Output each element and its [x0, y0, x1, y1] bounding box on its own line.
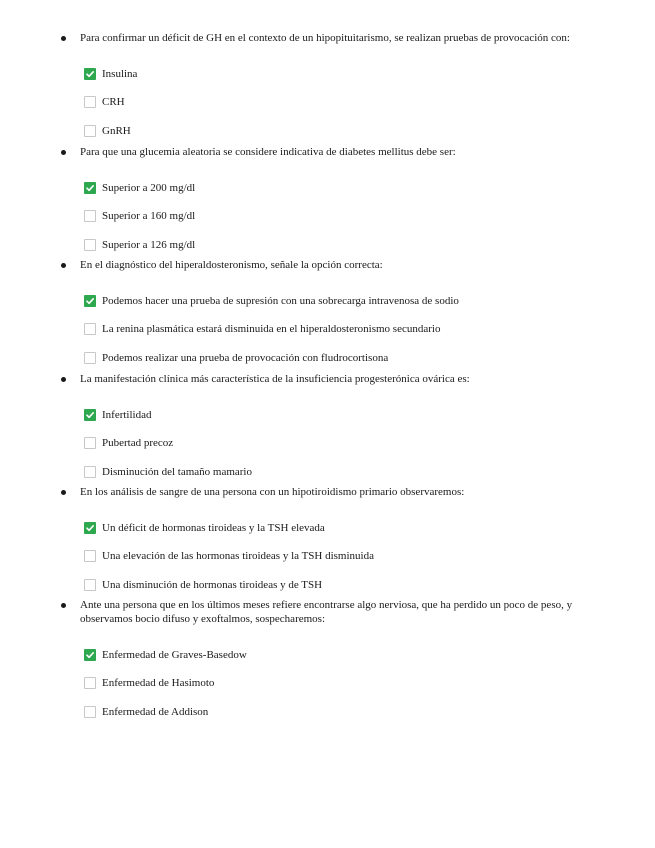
question-text: Ante una persona que en los últimos meses refiere encontrarse algo nerviosa, que ha perdido un poco de peso, y observamos bocio difuso y exoftalmos, sospecharemos:: [80, 599, 573, 625]
answer-option[interactable]: [84, 436, 173, 450]
answer-option[interactable]: [84, 294, 459, 308]
option-label: Una disminución de hormonas tiroideas y de TSH: [102, 579, 323, 591]
option-label: Enfermedad de Graves-Basedow: [102, 649, 247, 661]
checkbox-icon[interactable]: [84, 437, 96, 449]
checkbox-icon[interactable]: [84, 323, 96, 335]
checkbox-icon[interactable]: [84, 706, 96, 718]
option-label: Superior a 200 mg/dl: [102, 182, 196, 194]
question-text: Para que una glucemia aleatoria se considere indicativa de diabetes mellitus debe ser:: [80, 146, 456, 158]
answer-option[interactable]: [84, 549, 374, 563]
bullet-icon: [61, 603, 66, 608]
option-label: Enfermedad de Addison: [102, 706, 209, 718]
answer-option[interactable]: [84, 351, 388, 365]
checkbox-icon[interactable]: [84, 550, 96, 562]
answer-option[interactable]: [84, 95, 125, 109]
checked-checkbox-icon[interactable]: [84, 182, 96, 194]
checkbox-icon[interactable]: [84, 579, 96, 591]
checkbox-icon[interactable]: [84, 125, 96, 137]
option-label: Podemos hacer una prueba de supresión con una sobrecarga intravenosa de sodio: [102, 295, 459, 307]
answer-option[interactable]: [84, 408, 151, 422]
answer-option[interactable]: [84, 648, 247, 662]
option-label: Superior a 126 mg/dl: [102, 239, 196, 251]
checkbox-icon[interactable]: [84, 96, 96, 108]
checkbox-icon[interactable]: [84, 239, 96, 251]
option-label: Disminución del tamaño mamario: [102, 466, 252, 478]
answer-option[interactable]: [84, 676, 214, 690]
checked-checkbox-icon[interactable]: [84, 68, 96, 80]
option-label: Superior a 160 mg/dl: [102, 210, 196, 222]
bullet-icon: [61, 377, 66, 382]
checkbox-icon[interactable]: [84, 677, 96, 689]
answer-option[interactable]: [84, 209, 195, 223]
answer-option[interactable]: [84, 465, 252, 479]
option-label: Pubertad precoz: [102, 437, 174, 449]
checked-checkbox-icon[interactable]: [84, 649, 96, 661]
option-label: Infertilidad: [102, 409, 152, 421]
option-label: GnRH: [102, 125, 131, 137]
checkbox-icon[interactable]: [84, 210, 96, 222]
question-text: Para confirmar un déficit de GH en el contexto de un hipopituitarismo, se realizan pruebas de provocación con:: [80, 32, 570, 44]
bullet-icon: [61, 490, 66, 495]
option-label: La renina plasmática estará disminuida en el hiperaldosteronismo secundario: [102, 323, 441, 335]
answer-option[interactable]: [84, 238, 195, 252]
option-label: Una elevación de las hormonas tiroideas y la TSH disminuida: [102, 550, 374, 562]
answer-option[interactable]: [84, 578, 322, 592]
checked-checkbox-icon[interactable]: [84, 522, 96, 534]
answer-option[interactable]: [84, 322, 440, 336]
bullet-icon: [61, 150, 66, 155]
option-label: Insulina: [102, 68, 138, 80]
question-text: En el diagnóstico del hiperaldosteronismo, señale la opción correcta:: [80, 259, 383, 271]
answer-option[interactable]: [84, 705, 208, 719]
option-label: Enfermedad de Hasimoto: [102, 677, 215, 689]
checkbox-icon[interactable]: [84, 466, 96, 478]
answer-option[interactable]: [84, 181, 195, 195]
answer-option[interactable]: [84, 67, 137, 81]
option-label: Un déficit de hormonas tiroideas y la TSH elevada: [102, 522, 325, 534]
checked-checkbox-icon[interactable]: [84, 295, 96, 307]
question-text: En los análisis de sangre de una persona con un hipotiroidismo primario observaremos:: [80, 486, 465, 498]
question-text: La manifestación clínica más característica de la insuficiencia progesterónica ovárica es:: [80, 373, 470, 385]
checkbox-icon[interactable]: [84, 352, 96, 364]
checked-checkbox-icon[interactable]: [84, 409, 96, 421]
answer-option[interactable]: [84, 124, 131, 138]
bullet-icon: [61, 263, 66, 268]
bullet-icon: [61, 36, 66, 41]
answer-option[interactable]: [84, 521, 325, 535]
option-label: CRH: [102, 96, 125, 108]
option-label: Podemos realizar una prueba de provocación con fludrocortisona: [102, 352, 389, 364]
